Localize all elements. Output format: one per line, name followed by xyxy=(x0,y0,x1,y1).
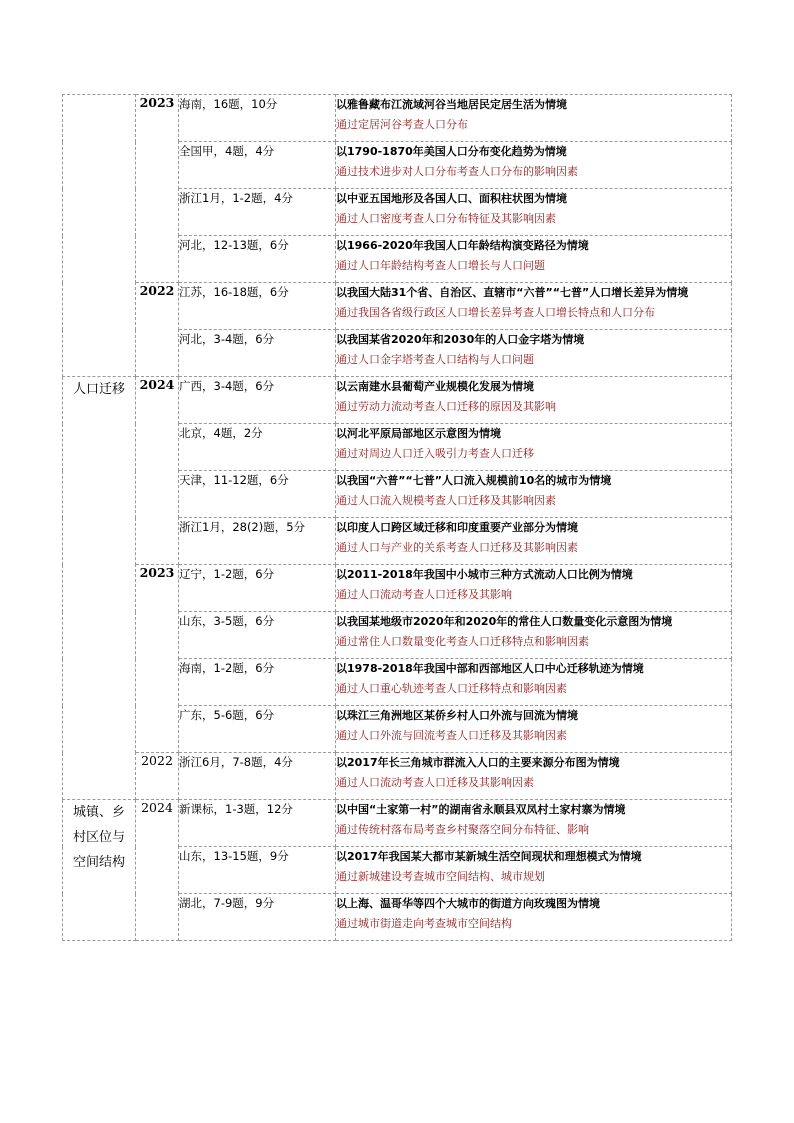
topic-label: 人口迁移 xyxy=(72,382,125,397)
question-description-cell xyxy=(336,142,732,189)
assessment-approach: 通过定居河谷考查人口分布 xyxy=(336,118,468,131)
exam-source-cell: 广西，3-4题，6分 xyxy=(179,377,336,424)
assessment-approach: 通过人口流入规模考查人口迁移及其影响因素 xyxy=(336,494,556,507)
question-description-cell xyxy=(336,377,732,424)
exam-source-cell: 山东，13-15题，9分 xyxy=(179,847,336,894)
assessment-approach: 通过人口金字塔考查人口结构与人口问题 xyxy=(336,353,534,366)
table-row xyxy=(63,800,732,847)
question-description-cell xyxy=(336,236,732,283)
question-description-cell xyxy=(336,95,732,142)
exam-source-cell: 河北，12-13题，6分 xyxy=(179,236,336,283)
exam-source-cell: 湖北，7-9题，9分 xyxy=(179,894,336,941)
year-cell: 2022 xyxy=(136,283,179,377)
year-cell: 2023 xyxy=(136,565,179,753)
year-cell: 2023 xyxy=(136,95,179,283)
exam-source-cell: 浙江1月，1-2题，4分 xyxy=(179,189,336,236)
table-row xyxy=(63,283,732,330)
question-context: 以云南建水县葡萄产业规模化发展为情境 xyxy=(336,380,534,393)
question-context: 以中国“土家第一村”的湖南省永顺县双凤村土家村寨为情境 xyxy=(336,803,626,816)
assessment-approach: 通过人口流动考查人口迁移及其影响因素 xyxy=(336,776,534,789)
assessment-approach: 通过人口重心轨迹考查人口迁移特点和影响因素 xyxy=(336,682,567,695)
table-row xyxy=(63,753,732,800)
question-context: 以1790-1870年美国人口分布变化趋势为情境 xyxy=(336,145,567,158)
exam-source-cell: 山东，3-5题，6分 xyxy=(179,612,336,659)
topic-label: 城镇、乡村区位与空间结构 xyxy=(72,805,125,870)
assessment-approach: 通过我国各省级行政区人口增长差异考查人口增长特点和人口分布 xyxy=(336,306,655,319)
question-description-cell xyxy=(336,847,732,894)
assessment-approach: 通过劳动力流动考查人口迁移的原因及其影响 xyxy=(336,400,556,413)
exam-source-cell: 天津，11-12题，6分 xyxy=(179,471,336,518)
question-description-cell xyxy=(336,330,732,377)
exam-source-cell: 江苏，16-18题，6分 xyxy=(179,283,336,330)
topic-cell xyxy=(63,95,136,377)
question-description-cell xyxy=(336,753,732,800)
question-context: 以我国“六普”“七普”人口流入规模前10名的城市为情境 xyxy=(336,474,612,487)
year-cell: 2024 xyxy=(136,377,179,565)
question-description-cell xyxy=(336,659,732,706)
assessment-approach: 通过对周边人口迁入吸引力考查人口迁移 xyxy=(336,447,534,460)
assessment-approach: 通过人口流动考查人口迁移及其影响 xyxy=(336,588,512,601)
exam-source-cell: 浙江6月，7-8题，4分 xyxy=(179,753,336,800)
question-context: 以我国大陆31个省、自治区、直辖市“六普”“七普”人口增长差异为情境 xyxy=(336,286,689,299)
exam-source-cell: 辽宁，1-2题，6分 xyxy=(179,565,336,612)
assessment-approach: 通过新城建设考查城市空间结构、城市规划 xyxy=(336,870,545,883)
question-context: 以珠江三角洲地区某侨乡村人口外流与回流为情境 xyxy=(336,709,578,722)
question-description-cell xyxy=(336,424,732,471)
assessment-approach: 通过常住人口数量变化考查人口迁移特点和影响因素 xyxy=(336,635,589,648)
question-description-cell xyxy=(336,283,732,330)
topic-cell xyxy=(63,377,136,800)
question-context: 以雅鲁藏布江流域河谷当地居民定居生活为情境 xyxy=(336,98,567,111)
question-context: 以2011-2018年我国中小城市三种方式流动人口比例为情境 xyxy=(336,568,633,581)
assessment-approach: 通过人口年龄结构考查人口增长与人口问题 xyxy=(336,259,545,272)
year-cell: 2024 xyxy=(136,800,179,941)
question-description-cell xyxy=(336,471,732,518)
question-description-cell xyxy=(336,800,732,847)
assessment-approach: 通过人口密度考查人口分布特征及其影响因素 xyxy=(336,212,556,225)
question-context: 以中亚五国地形及各国人口、面积柱状图为情境 xyxy=(336,192,567,205)
question-description-cell xyxy=(336,612,732,659)
question-context: 以印度人口跨区域迁移和印度重要产业部分为情境 xyxy=(336,521,578,534)
exam-source-cell: 河北，3-4题，6分 xyxy=(179,330,336,377)
exam-source-cell: 海南，1-2题，6分 xyxy=(179,659,336,706)
assessment-approach: 通过人口外流与回流考查人口迁移及其影响因素 xyxy=(336,729,567,742)
question-description-cell xyxy=(336,518,732,565)
table-row xyxy=(63,377,732,424)
exam-source-cell: 浙江1月，28(2)题，5分 xyxy=(179,518,336,565)
table-row xyxy=(63,565,732,612)
year-cell: 2022 xyxy=(136,753,179,800)
question-context: 以上海、温哥华等四个大城市的街道方向玫瑰图为情境 xyxy=(336,897,600,910)
question-context: 以河北平原局部地区示意图为情境 xyxy=(336,427,501,440)
exam-source-cell: 海南，16题，10分 xyxy=(179,95,336,142)
exam-source-cell: 北京，4题，2分 xyxy=(179,424,336,471)
topic-cell xyxy=(63,800,136,941)
question-context: 以2017年我国某大都市某新城生活空间现状和理想模式为情境 xyxy=(336,850,642,863)
table-row xyxy=(63,95,732,142)
assessment-approach: 通过人口与产业的关系考查人口迁移及其影响因素 xyxy=(336,541,578,554)
question-description-cell xyxy=(336,894,732,941)
question-context: 以2017年长三角城市群流入人口的主要来源分布图为情境 xyxy=(336,756,620,769)
assessment-approach: 通过城市街道走向考查城市空间结构 xyxy=(336,917,512,930)
question-description-cell xyxy=(336,189,732,236)
question-description-cell xyxy=(336,565,732,612)
assessment-approach: 通过技术进步对人口分布考查人口分布的影响因素 xyxy=(336,165,578,178)
table-body xyxy=(63,95,732,941)
question-context: 以我国某省2020年和2030年的人口金字塔为情境 xyxy=(336,333,585,346)
question-context: 以1966-2020年我国人口年龄结构演变路径为情境 xyxy=(336,239,589,252)
exam-source-cell: 广东，5-6题，6分 xyxy=(179,706,336,753)
question-description-cell xyxy=(336,706,732,753)
exam-analysis-table xyxy=(62,94,732,941)
question-context: 以1978-2018年我国中部和西部地区人口中心迁移轨迹为情境 xyxy=(336,662,644,675)
exam-source-cell: 新课标，1-3题，12分 xyxy=(179,800,336,847)
exam-source-cell: 全国甲，4题，4分 xyxy=(179,142,336,189)
question-context: 以我国某地级市2020年和2020年的常住人口数量变化示意图为情境 xyxy=(336,615,673,628)
assessment-approach: 通过传统村落布局考查乡村聚落空间分布特征、影响 xyxy=(336,823,589,836)
